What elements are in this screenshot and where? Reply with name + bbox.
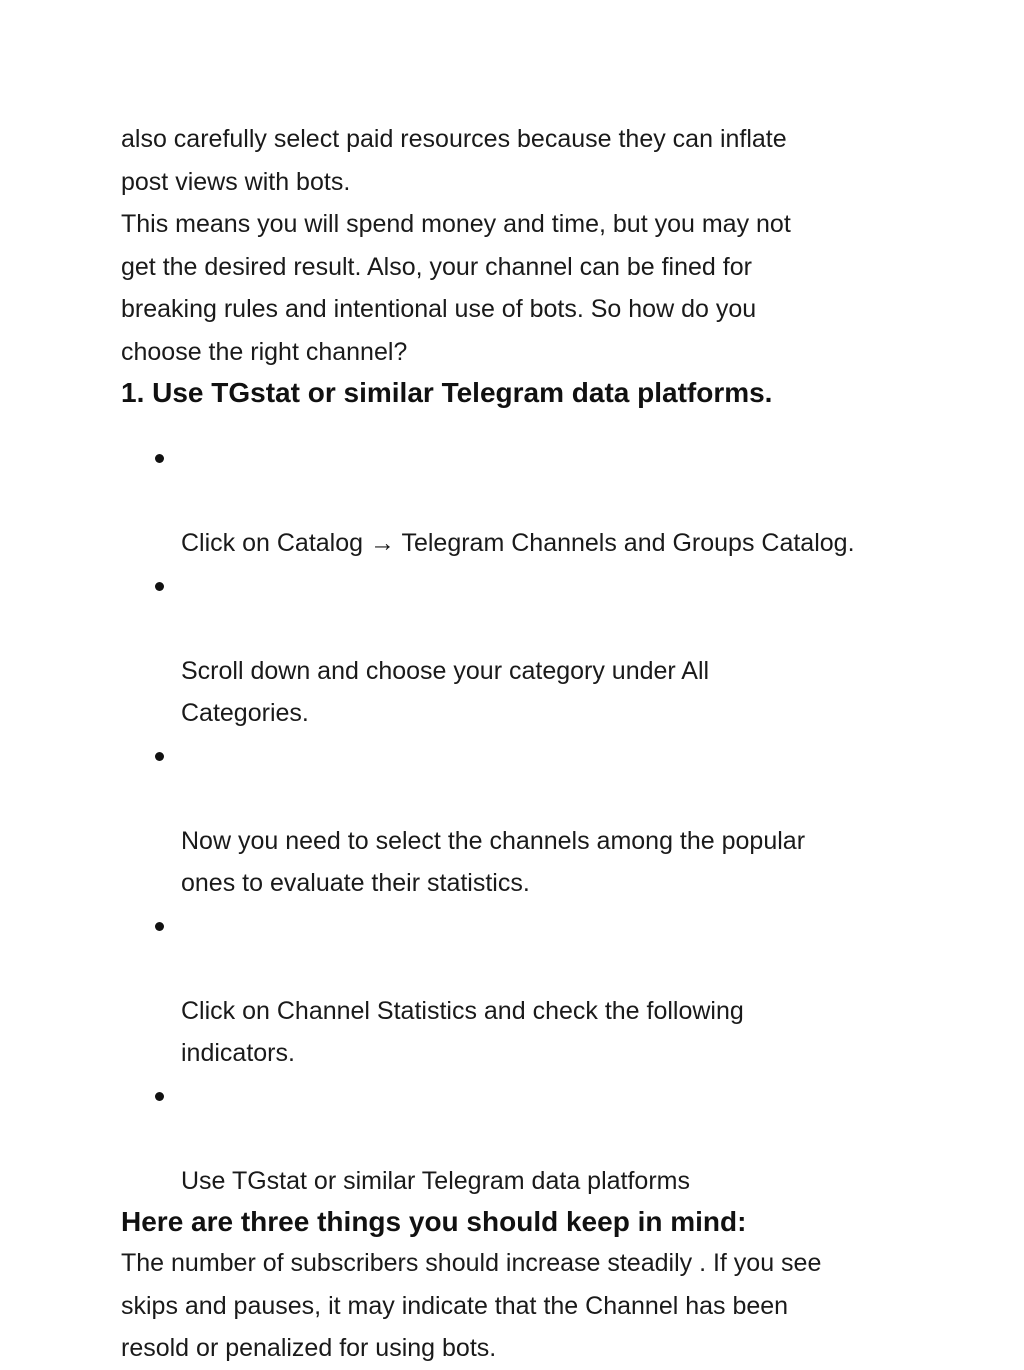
bullet-dot-icon	[155, 922, 164, 931]
heading-use-tgstat: 1. Use TGstat or similar Telegram data platforms.	[121, 377, 773, 408]
list-item	[121, 735, 911, 905]
list-item	[121, 437, 911, 565]
bullet-list	[121, 437, 911, 1202]
bullet-dot-icon	[155, 454, 164, 463]
paragraph-subscribers: The number of subscribers should increase steadily . If you see skips and pauses, it may indicate that the Channel has been resold or penalized for using bots.	[121, 1249, 822, 1362]
document-page	[121, 118, 911, 1370]
list-item-text: Scroll down and choose your category under All Categories.	[181, 656, 710, 727]
heading-three-things: Here are three things you should keep in mind:	[121, 1206, 747, 1237]
list-item	[121, 1075, 911, 1203]
list-item-text: Use TGstat or similar Telegram data platforms	[181, 1166, 690, 1195]
paragraph-spend-money: This means you will spend money and time, but you may not get the desired result. Also, your channel can be fined for breaking rules and intentional use of bots. So how do you choose the right channel?	[121, 210, 791, 366]
bullet-dot-icon	[155, 752, 164, 761]
paragraph-paid-resources: also carefully select paid resources because they can inflate post views with bots.	[121, 125, 787, 196]
bullet-dot-icon	[155, 1092, 164, 1101]
list-item-text: Click on Channel Statistics and check the following indicators.	[181, 996, 744, 1067]
list-item	[121, 905, 911, 1075]
list-item-text: Now you need to select the channels among the popular ones to evaluate their statistics.	[181, 826, 806, 897]
list-item	[121, 565, 911, 735]
bullet-dot-icon	[155, 582, 164, 591]
list-item-text: Click on Catalog → Telegram Channels and Groups Catalog.	[181, 529, 855, 557]
